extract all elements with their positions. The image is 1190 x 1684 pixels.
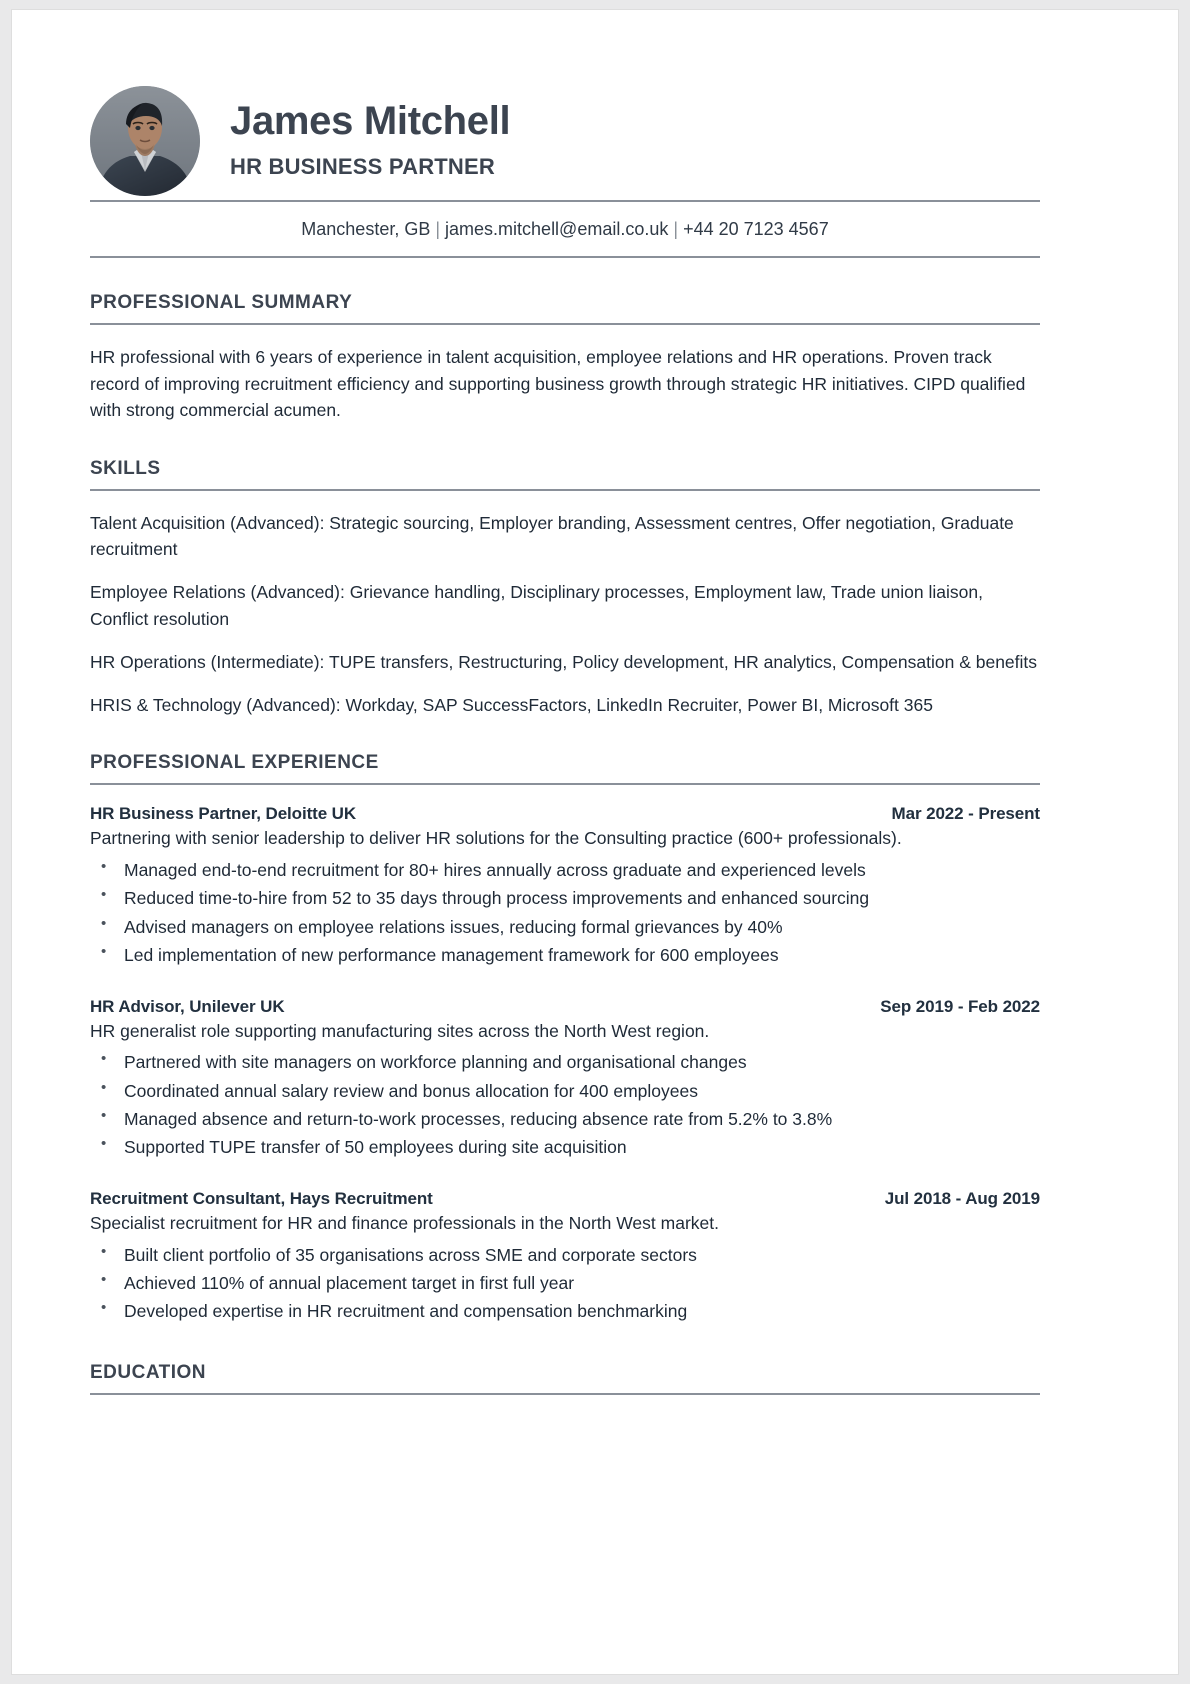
experience-role: HR Business Partner, Deloitte UK <box>90 804 357 824</box>
contact-line <box>90 202 1040 256</box>
experience-bullet: • Coordinated annual salary review and bonus allocation for 400 employees <box>90 1077 1040 1105</box>
experience-description: Partnering with senior leadership to deliver HR solutions for the Consulting practice (600+ professionals). <box>90 828 902 849</box>
summary-text: HR professional with 6 years of experience in talent acquisition, employee relations and HR operations. Proven track record of improving recruitment efficiency and supporting business growth through strategic HR initiatives. CIPD qualified with strong commercial acumen. <box>90 347 1026 421</box>
experience-bullet-list <box>90 1048 1040 1161</box>
experience-bullet: • Achieved 110% of annual placement target in first full year <box>90 1269 1040 1297</box>
experience-role: HR Advisor, Unilever UK <box>90 996 285 1016</box>
experience-dates: Sep 2019 - Feb 2022 <box>880 996 1040 1016</box>
experience-bullet: • Supported TUPE transfer of 50 employees during site acquisition <box>90 1133 1040 1161</box>
section-title-education: EDUCATION <box>90 1361 207 1383</box>
header-divider-bottom <box>90 256 1040 258</box>
section-title-skills: SKILLS <box>90 457 161 479</box>
experience-entry-header <box>90 997 1040 1017</box>
header-job-title: HR BUSINESS PARTNER <box>230 153 495 179</box>
section-education <box>90 1362 1040 1395</box>
contact-separator-2: | <box>673 219 679 239</box>
skill-line: Employee Relations (Advanced): Grievance handling, Disciplinary processes, Employment law, Trade union liaison, Conflict resolution <box>90 582 983 629</box>
experience-bullet-list <box>90 856 1040 969</box>
contact-separator-1: | <box>435 219 441 239</box>
contact-email: james.mitchell@email.co.uk <box>445 219 669 239</box>
section-professional-experience <box>90 752 1040 1325</box>
experience-bullet: • Managed end-to-end recruitment for 80+ hires annually across graduate and experienced levels <box>90 856 1040 884</box>
section-title-experience: PROFESSIONAL EXPERIENCE <box>90 752 379 774</box>
skill-line: HR Operations (Intermediate): TUPE transfers, Restructuring, Policy development, HR analytics, Compensation & benefits <box>90 651 1038 672</box>
page-title: James Mitchell <box>230 99 511 144</box>
experience-bullet: • Advised managers on employee relations issues, reducing formal grievances by 40% <box>90 913 1040 941</box>
contact-location: Manchester, GB <box>301 219 431 239</box>
section-rule-skills <box>90 489 1040 491</box>
avatar <box>90 86 200 196</box>
experience-entry <box>90 804 1040 969</box>
experience-dates: Jul 2018 - Aug 2019 <box>884 1188 1040 1208</box>
resume-content <box>90 82 1040 1414</box>
experience-description: Specialist recruitment for HR and finance professionals in the North West market. <box>90 1212 719 1233</box>
section-title-summary: PROFESSIONAL SUMMARY <box>90 292 353 313</box>
section-skills <box>90 458 1040 719</box>
experience-dates: Mar 2022 - Present <box>891 804 1040 824</box>
experience-bullet: • Reduced time-to-hire from 52 to 35 days through process improvements and enhanced sourcing <box>90 884 1040 912</box>
experience-bullet: • Built client portfolio of 35 organisations across SME and corporate sectors <box>90 1241 1040 1269</box>
profile-photo-icon <box>90 86 200 196</box>
section-rule-summary <box>90 323 1040 325</box>
resume-sheet <box>12 10 1178 1674</box>
experience-bullet-list <box>90 1241 1040 1326</box>
experience-description: HR generalist role supporting manufacturing sites across the North West region. <box>90 1020 710 1041</box>
skill-line: Talent Acquisition (Advanced): Strategic sourcing, Employer branding, Assessment centres, Offer negotiation, Graduate recruitment <box>90 512 1014 560</box>
section-professional-summary <box>90 292 1040 424</box>
header-text <box>230 100 510 181</box>
experience-bullet: • Managed absence and return-to-work processes, reducing absence rate from 5.2% to 3.8% <box>90 1105 1040 1133</box>
resume-header <box>90 82 1040 200</box>
contact-phone: +44 20 7123 4567 <box>683 219 829 239</box>
experience-bullet: • Developed expertise in HR recruitment and compensation benchmarking <box>90 1297 1040 1325</box>
experience-role: Recruitment Consultant, Hays Recruitment <box>90 1188 433 1208</box>
experience-entry <box>90 997 1040 1162</box>
experience-bullet: • Partnered with site managers on workforce planning and organisational changes <box>90 1048 1040 1076</box>
experience-bullet: • Led implementation of new performance management framework for 600 employees <box>90 941 1040 969</box>
experience-entry-header <box>90 1189 1040 1209</box>
section-rule-experience <box>90 783 1040 785</box>
skill-line: HRIS & Technology (Advanced): Workday, SAP SuccessFactors, LinkedIn Recruiter, Power BI, Microsoft 365 <box>90 695 933 716</box>
section-rule-education <box>90 1393 1040 1395</box>
experience-entry <box>90 1189 1040 1326</box>
experience-entry-header <box>90 804 1040 824</box>
